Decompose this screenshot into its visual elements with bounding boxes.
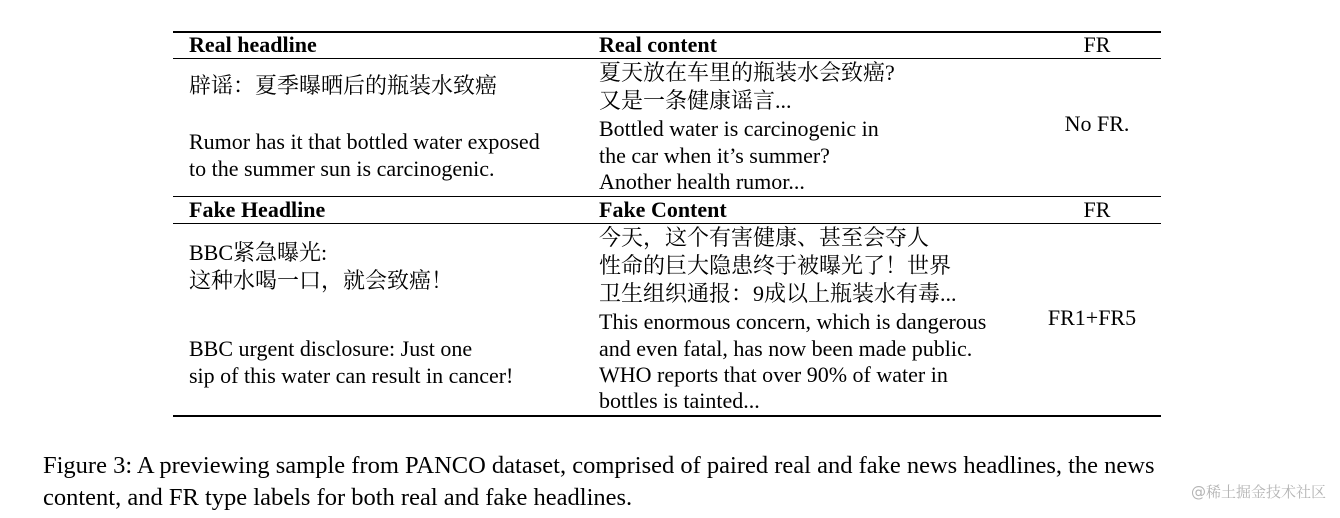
- fake-content-en-line3: WHO reports that over 90% of water in: [599, 362, 948, 387]
- real-fr-label: No FR.: [1064, 111, 1130, 136]
- fake-headline-zh-line2: 这种水喝一口，就会致癌！: [189, 268, 454, 293]
- fake-content-zh-line3: 卫生组织通报：9成以上瓶装水有毒...: [599, 281, 957, 306]
- caption-line-2: content, and FR type labels for both real and fake headlines.: [43, 484, 633, 511]
- caption-line-1: Figure 3: A previewing sample from PANCO dataset, comprised of paired real and fake news headlines, the news: [43, 452, 1155, 479]
- fake-headline-en-line1: BBC urgent disclosure: Just one: [189, 336, 473, 361]
- fake-content-header: Fake Content: [599, 197, 727, 222]
- real-content-en-line3: Another health rumor...: [599, 169, 805, 194]
- fake-headline-en-line2: sip of this water can result in cancer!: [189, 363, 514, 388]
- figure-caption: [43, 450, 1303, 514]
- real-content-zh-line1: 夏天放在车里的瓶装水会致癌?: [599, 60, 895, 85]
- fake-headline-zh-line1: BBC紧急曝光:: [189, 240, 328, 265]
- real-content-header: Real content: [599, 32, 717, 57]
- real-headline-en-line2: to the summer sun is carcinogenic.: [189, 156, 495, 181]
- real-headline-en-line1: Rumor has it that bottled water exposed: [189, 129, 540, 154]
- real-fr-header: FR: [1083, 32, 1111, 57]
- watermark: @稀土掘金技术社区: [1190, 483, 1326, 501]
- fake-fr-header: FR: [1083, 197, 1111, 222]
- header-rule-fake: [173, 223, 1161, 224]
- header-rule-real: [173, 58, 1161, 59]
- real-content-en-line2: the car when it’s summer?: [599, 143, 830, 168]
- table-bottom-rule: [173, 415, 1161, 417]
- real-content-en-line1: Bottled water is carcinogenic in: [599, 116, 879, 141]
- fake-content-zh-line1: 今天，这个有害健康、甚至会夺人: [599, 225, 930, 250]
- real-content-zh-line2: 又是一条健康谣言...: [599, 88, 792, 113]
- real-headline-header: Real headline: [189, 32, 317, 57]
- fake-headline-header: Fake Headline: [189, 197, 326, 222]
- fake-content-zh-line2: 性命的巨大隐患终于被曝光了！世界: [599, 253, 952, 278]
- real-headline-zh: 辟谣：夏季曝晒后的瓶装水致癌: [189, 73, 498, 98]
- fake-fr-label: FR1+FR5: [1047, 305, 1137, 330]
- fake-content-en-line1: This enormous concern, which is dangerous: [599, 309, 987, 334]
- fake-content-en-line4: bottles is tainted...: [599, 388, 760, 413]
- fake-content-en-line2: and even fatal, has now been made public.: [599, 336, 973, 361]
